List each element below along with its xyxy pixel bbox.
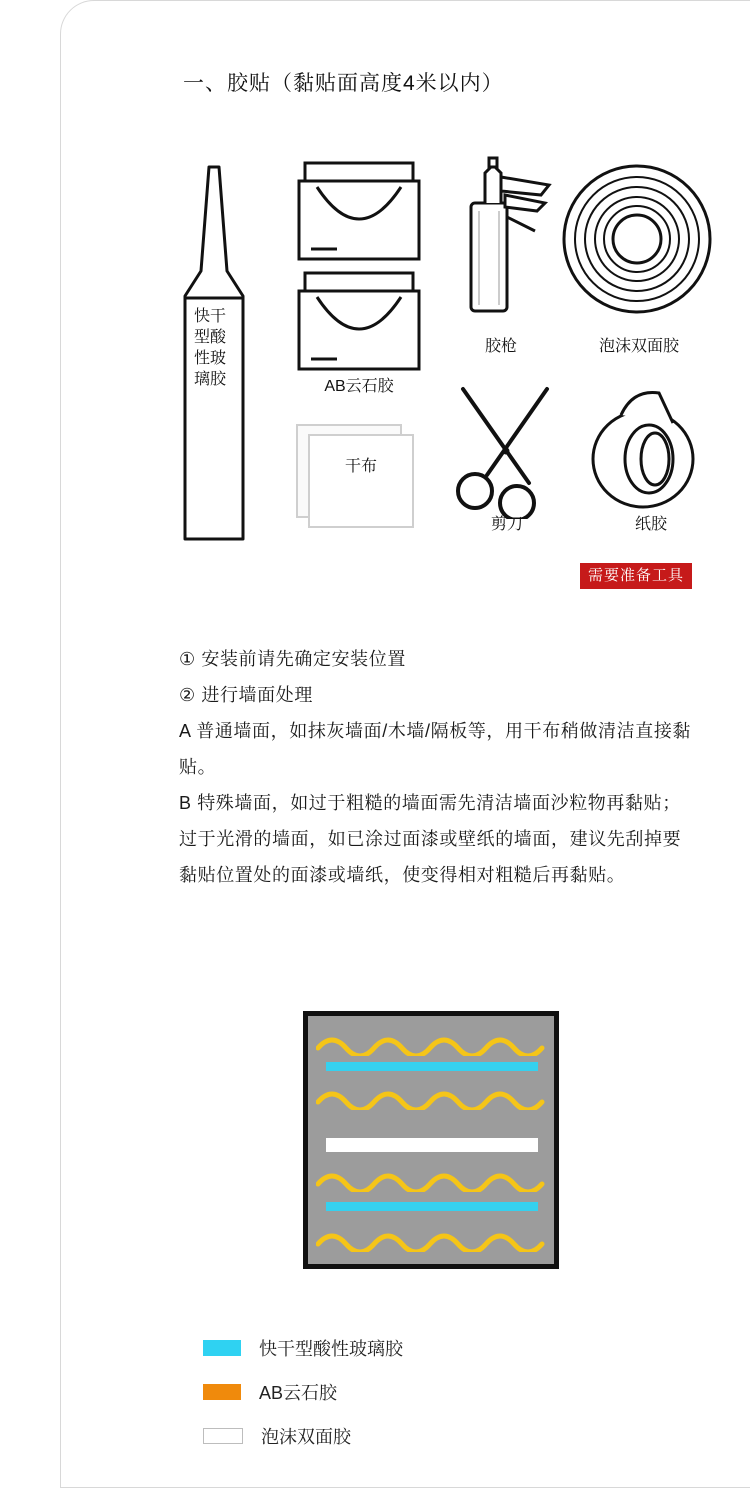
legend-label-silicone: 快干型酸性玻璃胶 [259,1339,403,1359]
silicone-bar-2 [326,1202,538,1211]
legend-item-ab-glue [203,1370,623,1414]
legend-swatch-orange [203,1384,241,1400]
tools-illustration [161,151,721,571]
legend-item-foam-tape [203,1414,623,1458]
legend-swatch-white [203,1428,243,1444]
dry-cloth-icon [291,419,431,539]
scissors-icon [451,379,571,519]
glue-wave-1 [316,1030,548,1056]
legend-label-foam-tape: 泡沫双面胶 [261,1427,351,1447]
ab-glue-label: AB云石胶 [324,378,394,395]
glue-wave-2 [316,1084,548,1110]
silicone-bar-1 [326,1062,538,1071]
legend-label-ab-glue: AB云石胶 [259,1383,338,1403]
need-tools-badge: 需要准备工具 [580,563,692,589]
scissors-label: 剪刀 [490,516,523,533]
instruction-steps [179,641,699,893]
legend-item-silicone [203,1326,623,1370]
step-2: ② 进行墙面处理 [179,685,313,705]
page-title: 一、胶贴（黏贴面高度4米以内） [183,72,504,95]
legend-swatch-cyan [203,1340,241,1356]
wall-application-diagram [303,1011,559,1269]
step-a: A 普通墙面，如抹灰墙面/木墙/隔板等，用干布稍做清洁直接黏贴。 [179,721,692,777]
foam-tape-bar [326,1138,538,1152]
glue-gun-label: 胶枪 [484,338,517,355]
foam-tape-label: 泡沫双面胶 [598,338,679,355]
paper-tape-icon [581,379,721,519]
paper-tape-label: 纸胶 [634,516,667,533]
glue-tube-label: 快干型酸性玻璃胶 [193,308,226,388]
content-card [60,0,750,1488]
ab-glue-icon [289,157,429,387]
glue-gun-icon [453,155,563,325]
step-b: B 特殊墙面，如过于粗糙的墙面需先清洁墙面沙粒物再黏贴；过于光滑的墙面，如已涂过面漆或壁纸的墙面，建议先刮掉要黏贴位置处的面漆或墙纸，使变得相对粗糙后再黏贴。 [179,793,682,885]
foam-tape-icon [559,161,719,321]
glue-wave-3 [316,1166,548,1192]
legend [203,1326,623,1458]
dry-cloth-label: 干布 [344,458,377,475]
step-1: ① 安装前请先确定安装位置 [179,649,406,669]
glue-wave-4 [316,1226,548,1252]
